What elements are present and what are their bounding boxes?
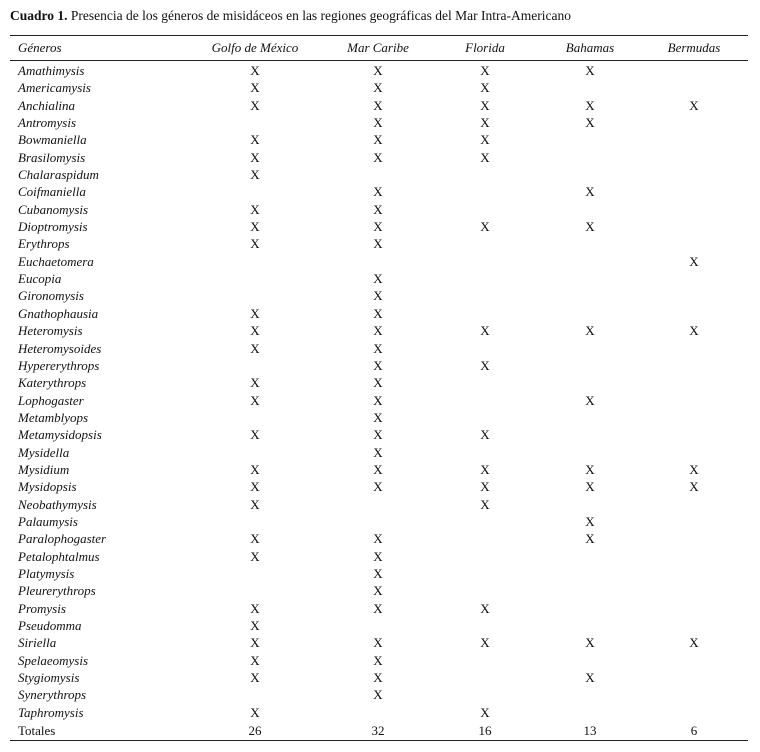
presence-gulf-of-mexico: X (250, 219, 260, 235)
table-row (10, 686, 748, 703)
presence-gulf-of-mexico: X (250, 236, 260, 252)
presence-caribbean: X (373, 687, 383, 703)
presence-bermuda: X (689, 323, 699, 339)
presence-florida (446, 565, 524, 582)
table-row (10, 183, 748, 200)
presence-gulf-of-mexico: X (250, 461, 260, 477)
presence-caribbean: X (373, 219, 383, 235)
presence-bahamas: X (585, 670, 595, 686)
presence-florida (446, 287, 524, 304)
presence-florida (446, 513, 524, 530)
genus-name: Synerythrops (18, 687, 87, 703)
presence-bermuda (656, 79, 732, 96)
table-row (10, 565, 748, 582)
genus-name: Petalophtalmus (18, 548, 100, 564)
table-row (10, 270, 748, 287)
table-row (10, 287, 748, 304)
presence-bermuda (656, 218, 732, 235)
presence-caribbean (310, 496, 446, 513)
presence-bermuda (656, 374, 732, 391)
presence-gulf-of-mexico: X (250, 531, 260, 547)
presence-bahamas (524, 374, 656, 391)
genus-name: Promysis (18, 600, 66, 616)
genus-name: Pleurerythrops (18, 583, 96, 599)
table-row (10, 357, 748, 374)
presence-bahamas: X (585, 97, 595, 113)
presence-bahamas (524, 617, 656, 634)
presence-gulf-of-mexico: X (250, 392, 260, 408)
presence-gulf-of-mexico (200, 253, 310, 270)
presence-caribbean: X (373, 409, 383, 425)
presence-florida (446, 340, 524, 357)
presence-bahamas: X (585, 323, 595, 339)
table-row (10, 426, 748, 443)
presence-florida: X (480, 63, 490, 78)
presence-bahamas: X (585, 635, 595, 651)
presence-florida: X (480, 427, 490, 443)
presence-gulf-of-mexico (200, 686, 310, 703)
presence-caribbean: X (373, 357, 383, 373)
table-row (10, 235, 748, 252)
presence-florida (446, 444, 524, 461)
totals-row (10, 721, 748, 740)
presence-gulf-of-mexico (200, 270, 310, 287)
presence-bermuda (656, 617, 732, 634)
genus-name: Neobathymysis (18, 496, 97, 512)
table-row (10, 444, 748, 461)
presence-caribbean: X (373, 271, 383, 287)
presence-caribbean: X (373, 323, 383, 339)
table-row (10, 149, 748, 166)
presence-bahamas (524, 600, 656, 617)
presence-bermuda (656, 669, 732, 686)
presence-gulf-of-mexico: X (250, 652, 260, 668)
genus-name: Cubanomysis (18, 201, 89, 217)
presence-florida (446, 409, 524, 426)
table-row (10, 582, 748, 599)
presence-bahamas (524, 686, 656, 703)
presence-bahamas (524, 166, 656, 183)
presence-florida (446, 686, 524, 703)
genus-name: Spelaeomysis (18, 652, 89, 668)
presence-caribbean: X (373, 63, 383, 78)
total-gulf-of-mexico: 26 (248, 723, 262, 739)
presence-gulf-of-mexico: X (250, 323, 260, 339)
presence-bahamas: X (585, 392, 595, 408)
table-row (10, 166, 748, 183)
presence-bahamas (524, 79, 656, 96)
genus-name: Pseudomma (18, 618, 82, 633)
presence-bermuda (656, 513, 732, 530)
presence-bermuda: X (689, 479, 699, 495)
presence-bahamas (524, 652, 656, 669)
table-row (10, 305, 748, 322)
presence-gulf-of-mexico: X (250, 149, 260, 165)
presence-bermuda (656, 114, 732, 131)
presence-gulf-of-mexico: X (250, 80, 260, 96)
caption-text: Presencia de los géneros de misidáceos en las regiones geográficas del Mar Intra-Americano (67, 8, 571, 23)
table-row (10, 62, 748, 79)
presence-bermuda (656, 270, 732, 287)
genus-name: Heteromysoides (18, 340, 102, 356)
presence-caribbean: X (373, 427, 383, 443)
presence-bermuda (656, 305, 732, 322)
table-row (10, 496, 748, 513)
caption-label: Cuadro 1. (10, 8, 68, 23)
header-gulf-of-mexico: Golfo de México (211, 40, 299, 55)
presence-gulf-of-mexico: X (250, 201, 260, 217)
presence-bahamas: X (585, 63, 595, 78)
presence-bermuda (656, 392, 732, 409)
presence-gulf-of-mexico: X (250, 340, 260, 356)
presence-florida (446, 166, 524, 183)
presence-florida (446, 582, 524, 599)
presence-florida: X (480, 461, 490, 477)
presence-bahamas (524, 565, 656, 582)
table-row (10, 97, 748, 114)
presence-florida (446, 253, 524, 270)
genus-name: Palaumysis (18, 513, 78, 529)
genus-name: Eucopia (18, 271, 62, 287)
presence-gulf-of-mexico (200, 444, 310, 461)
totals-label: Totales (18, 723, 56, 739)
presence-bermuda (656, 340, 732, 357)
presence-gulf-of-mexico: X (250, 496, 260, 512)
presence-caribbean: X (373, 236, 383, 252)
presence-bahamas (524, 704, 656, 721)
genus-name: Siriella (18, 635, 57, 651)
header-florida: Florida (465, 40, 505, 55)
presence-florida: X (480, 704, 490, 720)
presence-bermuda (656, 166, 732, 183)
genus-name: Chalaraspidum (18, 167, 99, 183)
presence-bahamas: X (585, 115, 595, 131)
presence-gulf-of-mexico (200, 409, 310, 426)
presence-bahamas: X (585, 479, 595, 495)
presence-bahamas (524, 426, 656, 443)
presence-florida (446, 270, 524, 287)
table-row (10, 392, 748, 409)
presence-gulf-of-mexico (200, 114, 310, 131)
genus-name: Hypererythrops (18, 357, 100, 373)
presence-caribbean: X (373, 635, 383, 651)
genus-name: Metamblyops (18, 409, 89, 425)
presence-caribbean: X (373, 392, 383, 408)
presence-florida (446, 374, 524, 391)
presence-bermuda (656, 287, 732, 304)
table-header (10, 36, 748, 61)
presence-caribbean: X (373, 132, 383, 148)
presence-caribbean: X (373, 479, 383, 495)
presence-bermuda (656, 444, 732, 461)
table-row (10, 322, 748, 339)
genus-name: Gironomysis (18, 288, 84, 304)
presence-bahamas: X (585, 531, 595, 547)
presence-bahamas: X (585, 513, 595, 529)
presence-gulf-of-mexico (200, 183, 310, 200)
genus-name: Antromysis (18, 115, 77, 131)
presence-caribbean: X (373, 444, 383, 460)
genera-table (10, 35, 748, 741)
genus-name: Dioptromysis (18, 219, 88, 235)
presence-bermuda (656, 496, 732, 513)
presence-florida: X (480, 479, 490, 495)
presence-caribbean (310, 513, 446, 530)
table-row (10, 253, 748, 270)
presence-gulf-of-mexico (200, 513, 310, 530)
presence-caribbean: X (373, 548, 383, 564)
presence-bahamas (524, 287, 656, 304)
presence-gulf-of-mexico (200, 357, 310, 374)
genus-name: Amathimysis (18, 63, 85, 78)
presence-caribbean: X (373, 652, 383, 668)
table-caption (10, 8, 571, 24)
presence-bermuda: X (689, 635, 699, 651)
genus-name: Mysidopsis (18, 479, 77, 495)
presence-florida: X (480, 219, 490, 235)
presence-florida (446, 183, 524, 200)
presence-caribbean (310, 166, 446, 183)
header-bahamas: Bahamas (565, 40, 615, 55)
presence-caribbean: X (373, 97, 383, 113)
presence-bahamas (524, 582, 656, 599)
table-row (10, 340, 748, 357)
presence-bahamas (524, 548, 656, 565)
genus-name: Erythrops (18, 236, 70, 252)
presence-bermuda (656, 62, 732, 79)
presence-florida (446, 392, 524, 409)
presence-gulf-of-mexico: X (250, 63, 260, 78)
table-row (10, 530, 748, 547)
presence-bahamas (524, 201, 656, 218)
presence-bermuda: X (689, 97, 699, 113)
presence-florida (446, 235, 524, 252)
presence-caribbean: X (373, 375, 383, 391)
presence-bermuda: X (689, 253, 699, 269)
genus-name: Brasilomysis (18, 149, 86, 165)
presence-florida: X (480, 80, 490, 96)
presence-florida: X (480, 357, 490, 373)
genus-name: Platymysis (18, 565, 75, 581)
table-row (10, 374, 748, 391)
presence-bahamas (524, 235, 656, 252)
presence-bahamas: X (585, 184, 595, 200)
total-bermuda: 6 (690, 723, 698, 739)
table-row (10, 461, 748, 478)
presence-gulf-of-mexico: X (250, 635, 260, 651)
genus-name: Paralophogaster (18, 531, 107, 547)
presence-caribbean: X (373, 288, 383, 304)
table-row (10, 131, 748, 148)
table-row (10, 218, 748, 235)
presence-florida: X (480, 600, 490, 616)
presence-gulf-of-mexico (200, 565, 310, 582)
presence-gulf-of-mexico: X (250, 375, 260, 391)
table-row (10, 652, 748, 669)
presence-bermuda (656, 183, 732, 200)
presence-bahamas (524, 357, 656, 374)
presence-bahamas: X (585, 219, 595, 235)
genus-name: Gnathophausia (18, 305, 99, 321)
presence-gulf-of-mexico: X (250, 670, 260, 686)
genus-name: Metamysidopsis (18, 427, 102, 443)
genus-name: Euchaetomera (18, 253, 94, 269)
presence-florida (446, 548, 524, 565)
header-bermuda: Bermudas (667, 40, 721, 55)
genus-name: Mysidium (18, 461, 70, 477)
presence-gulf-of-mexico: X (250, 97, 260, 113)
presence-caribbean: X (373, 565, 383, 581)
genus-name: Anchialina (18, 97, 76, 113)
presence-florida (446, 652, 524, 669)
table-row (10, 634, 748, 651)
presence-bermuda (656, 548, 732, 565)
genus-name: Mysidella (18, 444, 70, 460)
presence-florida: X (480, 115, 490, 131)
presence-gulf-of-mexico: X (250, 132, 260, 148)
presence-bermuda (656, 686, 732, 703)
presence-caribbean: X (373, 201, 383, 217)
genus-name: Americamysis (18, 80, 91, 96)
presence-bahamas (524, 444, 656, 461)
presence-bermuda: X (689, 461, 699, 477)
table-row (10, 704, 748, 721)
presence-gulf-of-mexico: X (250, 548, 260, 564)
table-row (10, 617, 748, 634)
table-row (10, 600, 748, 617)
table-row (10, 548, 748, 565)
presence-bahamas (524, 131, 656, 148)
presence-bahamas (524, 496, 656, 513)
header-caribbean: Mar Caribe (347, 40, 409, 55)
genus-name: Katerythrops (18, 375, 87, 391)
presence-caribbean (310, 704, 446, 721)
presence-bermuda (656, 652, 732, 669)
presence-florida (446, 530, 524, 547)
presence-bahamas (524, 149, 656, 166)
presence-gulf-of-mexico: X (250, 167, 260, 183)
table-row (10, 478, 748, 495)
presence-caribbean: X (373, 461, 383, 477)
table-body (10, 62, 748, 721)
genus-name: Stygiomysis (18, 670, 80, 686)
presence-bermuda (656, 409, 732, 426)
presence-caribbean: X (373, 583, 383, 599)
presence-florida: X (480, 323, 490, 339)
presence-florida (446, 201, 524, 218)
presence-bahamas (524, 409, 656, 426)
presence-caribbean: X (373, 670, 383, 686)
presence-florida (446, 669, 524, 686)
presence-bahamas (524, 270, 656, 287)
presence-florida: X (480, 149, 490, 165)
presence-florida: X (480, 132, 490, 148)
presence-gulf-of-mexico: X (250, 479, 260, 495)
genus-name: Heteromysis (18, 323, 83, 339)
presence-bermuda (656, 704, 732, 721)
presence-bahamas (524, 305, 656, 322)
presence-bermuda (656, 357, 732, 374)
presence-bermuda (656, 131, 732, 148)
presence-gulf-of-mexico: X (250, 704, 260, 720)
genus-name: Bowmaniella (18, 132, 87, 148)
presence-bermuda (656, 235, 732, 252)
header-genus: Géneros (18, 40, 62, 55)
presence-bermuda (656, 426, 732, 443)
presence-bermuda (656, 565, 732, 582)
presence-bahamas (524, 253, 656, 270)
table-row (10, 409, 748, 426)
total-caribbean: 32 (371, 723, 385, 739)
genus-name: Lophogaster (18, 392, 84, 408)
table-row (10, 79, 748, 96)
table-row (10, 201, 748, 218)
table-row (10, 114, 748, 131)
presence-florida: X (480, 496, 490, 512)
presence-bermuda (656, 201, 732, 218)
presence-caribbean: X (373, 340, 383, 356)
presence-caribbean: X (373, 115, 383, 131)
presence-bermuda (656, 582, 732, 599)
table-row (10, 669, 748, 686)
total-bahamas: 13 (583, 723, 597, 739)
presence-gulf-of-mexico: X (250, 618, 260, 633)
presence-bermuda (656, 600, 732, 617)
presence-gulf-of-mexico (200, 287, 310, 304)
presence-caribbean: X (373, 531, 383, 547)
presence-caribbean (310, 617, 446, 634)
presence-caribbean: X (373, 600, 383, 616)
presence-bermuda (656, 149, 732, 166)
table-row (10, 513, 748, 530)
presence-caribbean: X (373, 305, 383, 321)
presence-florida: X (480, 97, 490, 113)
presence-florida (446, 617, 524, 634)
presence-bermuda (656, 530, 732, 547)
presence-florida (446, 305, 524, 322)
total-florida: 16 (478, 723, 492, 739)
presence-bahamas: X (585, 461, 595, 477)
presence-florida: X (480, 635, 490, 651)
presence-gulf-of-mexico: X (250, 305, 260, 321)
presence-caribbean (310, 253, 446, 270)
presence-caribbean: X (373, 149, 383, 165)
presence-gulf-of-mexico (200, 582, 310, 599)
presence-bahamas (524, 340, 656, 357)
genus-name: Coifmaniella (18, 184, 86, 200)
presence-gulf-of-mexico: X (250, 600, 260, 616)
presence-caribbean: X (373, 80, 383, 96)
presence-gulf-of-mexico: X (250, 427, 260, 443)
presence-caribbean: X (373, 184, 383, 200)
genus-name: Taphromysis (18, 704, 84, 720)
